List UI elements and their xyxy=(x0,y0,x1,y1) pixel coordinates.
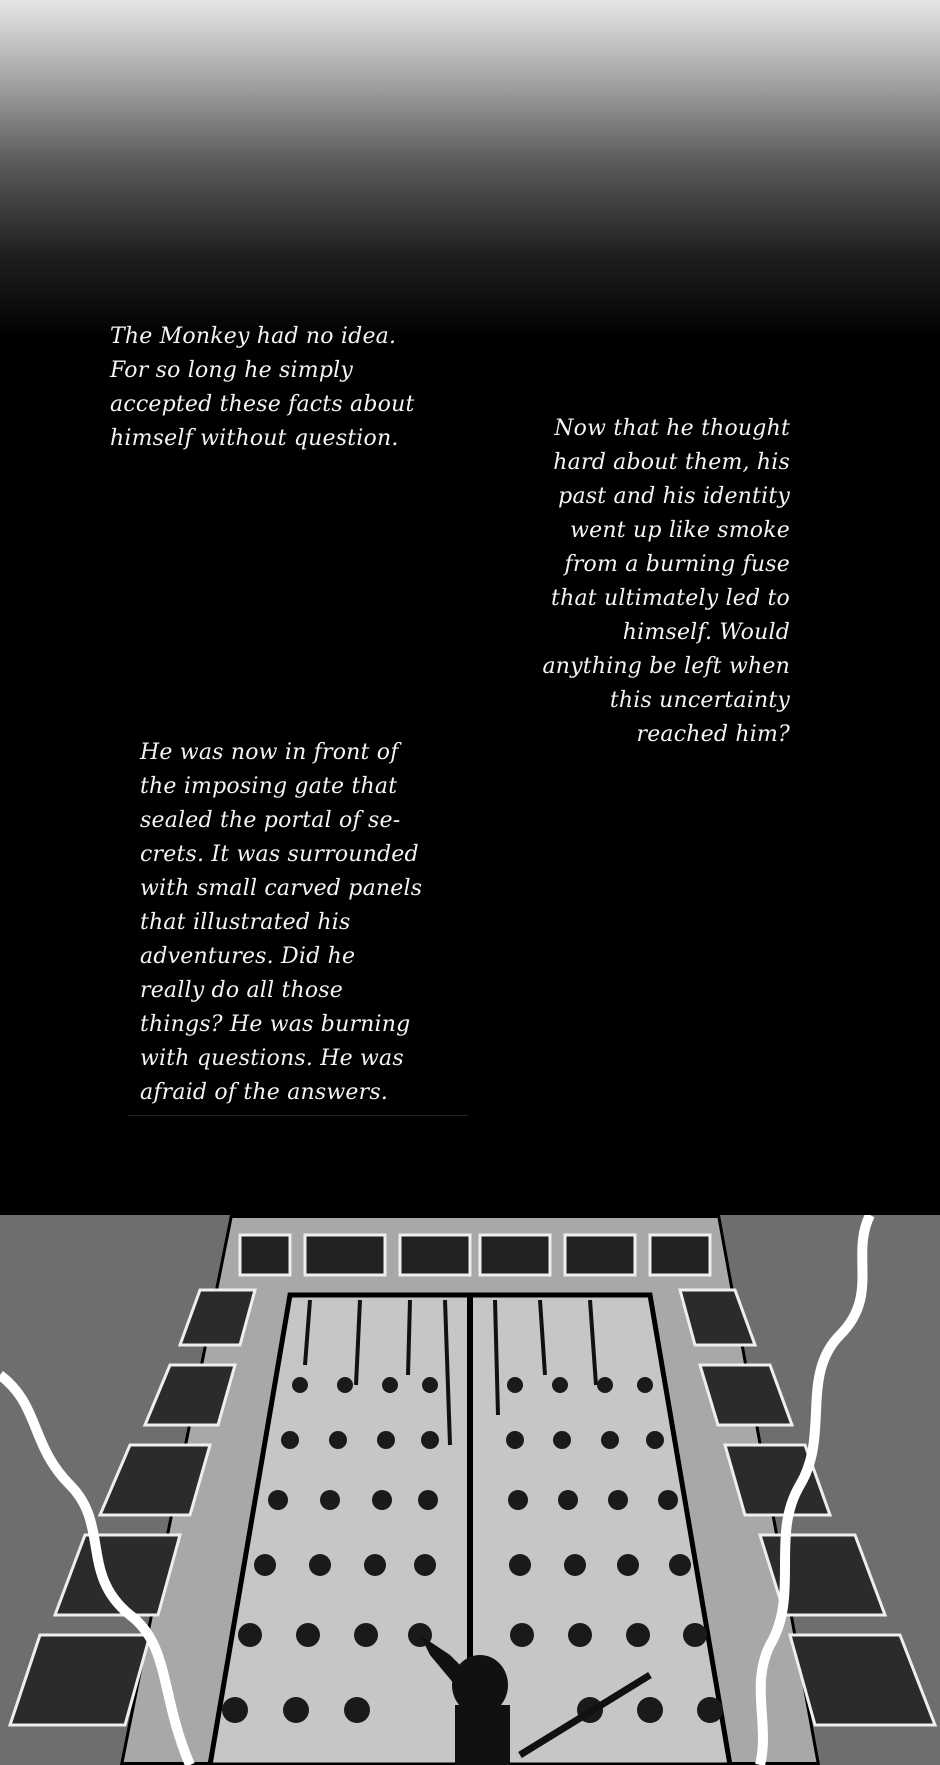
caption-monkey-no-idea: The Monkey had no idea. For so long he simply accepted these facts about himself without question. xyxy=(110,324,415,451)
caption-smoke-fuse: Now that he thought hard about them, his past and his identity went up like smoke from a burning fuse that ultimately led to himself. Would anything be left when this uncertainty reached him? xyxy=(542,416,790,747)
sky-gradient xyxy=(0,0,940,340)
caption-divider xyxy=(128,1115,468,1116)
gate-drawing xyxy=(0,1215,940,1765)
caption-imposing-gate: He was now in front of the imposing gate that sealed the portal of se- crets. It was surrounded with small carved panels that illustrated his adventures. Did he really do all those things? He was burning with questions. He was afraid of the answers. xyxy=(140,740,423,1105)
gate-illustration xyxy=(0,1215,940,1765)
